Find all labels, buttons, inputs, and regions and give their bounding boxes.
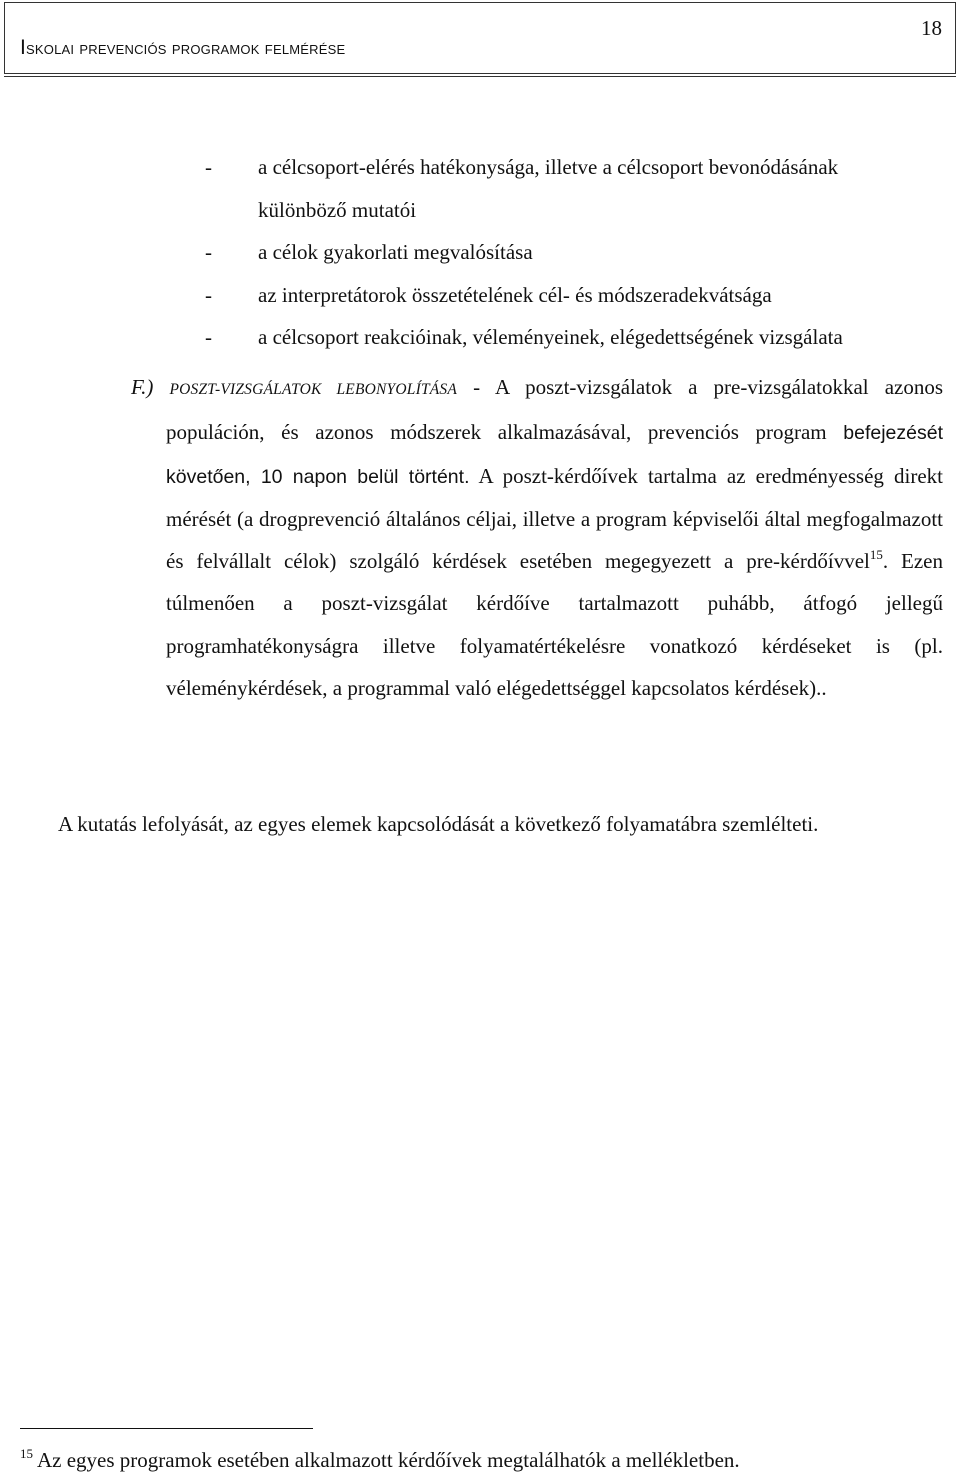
summary-sentence: A kutatás lefolyását, az egyes elemek kapcsolódását a következő folyamatábra szemlélteti.	[58, 812, 819, 836]
header-divider	[4, 73, 956, 77]
header-title-rest: skolai prevenciós programok felmérése	[26, 38, 346, 58]
header-border-right	[955, 2, 956, 74]
running-header-title	[20, 36, 345, 60]
header-border-top	[4, 2, 956, 3]
section-f-paragraph	[131, 366, 944, 709]
footnote-reference[interactable]: 15	[869, 547, 883, 563]
footnote-separator	[20, 1428, 313, 1429]
criteria-list	[0, 146, 960, 359]
header-border-left	[4, 2, 5, 74]
list-item	[0, 231, 960, 274]
list-item-text: különböző mutatói	[258, 197, 417, 222]
section-text-part-1: - A poszt-vizsgálatok a pre-vizsgálatokkal azonos populáción, és azonos módszerek alkalmazásával, prevenciós program	[166, 375, 944, 445]
footnote-text: Az egyes programok esetében alkalmazott kérdőívek megtalálhatók a mellékletben.	[37, 1448, 740, 1472]
page-number: 18	[921, 16, 942, 40]
list-item	[0, 274, 960, 317]
header-title-initial: I	[20, 36, 27, 59]
list-item	[0, 189, 960, 232]
footnote	[20, 1448, 740, 1473]
section-text-part-2: A poszt-kérdőívek tartalma az eredményesség direkt mérését (a drogprevenció általános céljai, illetve a program képviselői által megfogalmazott és felvállalt célok) szolgáló kérdések esetében megegyezett a pre-kérdőívvel	[166, 463, 943, 574]
section-text-part-3: . Ezen túlmenően a poszt-vizsgálat kérdőíve tartalmazott puhább, átfogó jellegű programhatékonyságra illetve folyamatértékelésre vonatkozó kérdéseket is (pl. véleménykérdések, a programmal való elégedettséggel kapcsolatos kérdések)..	[166, 549, 943, 701]
list-dash: -	[205, 240, 212, 264]
list-item-text: a célcsoport-elérés hatékonysága, illetve a célcsoport bevonódásának	[258, 155, 839, 179]
list-item-text: a célcsoport reakcióinak, véleményeinek, elégedettségének vizsgálata	[258, 325, 843, 349]
section-label: F.)	[131, 375, 154, 399]
list-dash: -	[205, 282, 212, 307]
footnote-number: 15	[20, 1446, 33, 1461]
list-item	[0, 316, 960, 359]
list-item-text: a célok gyakorlati megvalósítása	[258, 240, 533, 264]
list-item-text: az interpretátorok összetételének cél- és módszeradekvátsága	[258, 282, 772, 307]
section-text-sans: befejezését követően, 10 napon belül történt.	[166, 422, 943, 488]
section-heading: POSZT-VIZSGÁLATOK LEBONYOLÍTÁSA	[169, 381, 458, 398]
list-dash: -	[205, 325, 212, 349]
list-item	[0, 146, 960, 189]
list-dash: -	[205, 155, 212, 179]
